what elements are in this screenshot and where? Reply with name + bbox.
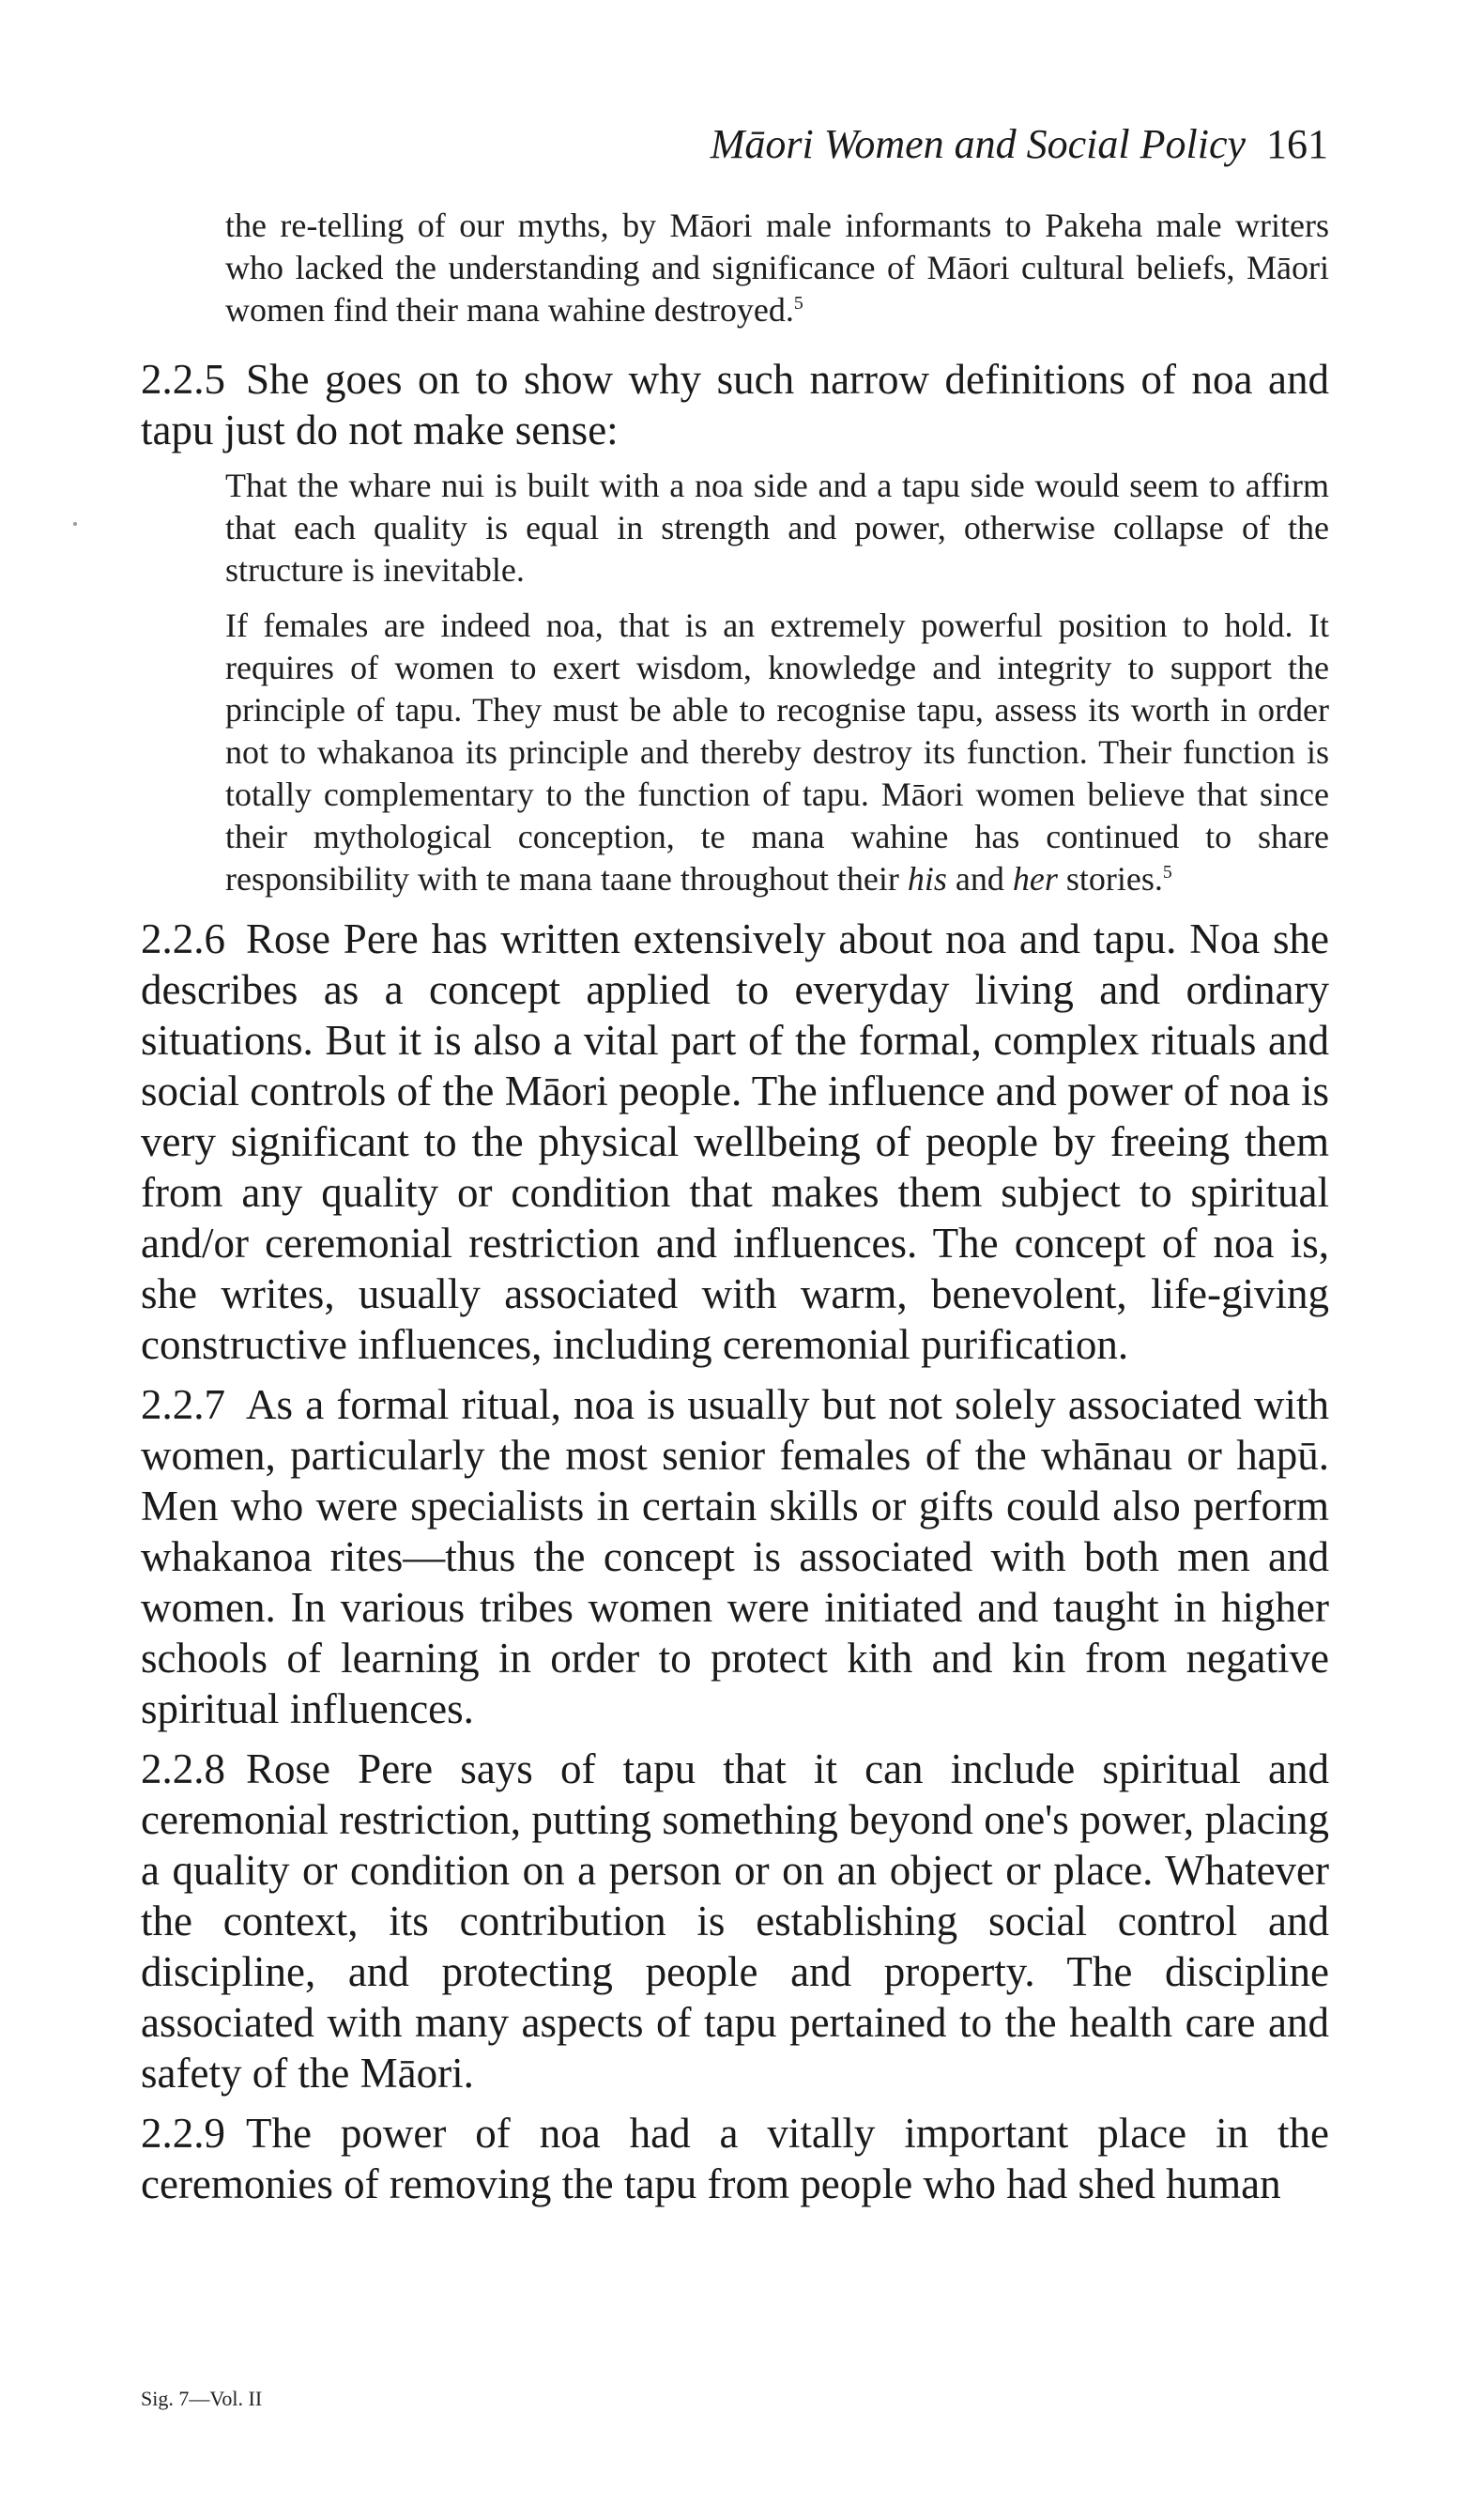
paragraph-2-2-9: 2.2.9 The power of noa had a vitally important place in the ceremonies of removing the tapu from people who had shed human <box>141 2110 1329 2207</box>
signature-mark: Sig. 7—Vol. II <box>141 2387 263 2410</box>
continuation-quote: the re-telling of our myths, by Māori male informants to Pakeha male writers who lacked the understanding and significance of Māori cultural beliefs, Māori women find their mana wahine destroyed.$^5$ <box>225 207 1329 329</box>
page-number: 161 <box>1266 121 1328 167</box>
paragraph-number: 2.2.8 <box>141 1745 225 1792</box>
running-title: Māori Women and Social Policy <box>710 121 1246 167</box>
paragraph-number: 2.2.6 <box>141 915 225 962</box>
margin-mark <box>73 522 77 526</box>
paragraph-number: 2.2.9 <box>141 2110 225 2157</box>
block-quote <box>141 465 1329 900</box>
paragraph-2-2-7: 2.2.7 As a formal ritual, noa is usually but not solely associated with women, particularly the most senior females of the whānau or hapū. Men who were specialists in certain skills or gifts could also perform whakanoa rites—thus the concept is associated with both men and women. In various tribes women were initiated and taught in higher schools of learning in order to protect kith and kin from negative spiritual influences. <box>141 1381 1329 1732</box>
paragraph-2-2-5: 2.2.5 She goes on to show why such narrow definitions of noa and tapu just do not make sense: <box>141 356 1329 453</box>
paragraph-number: 2.2.5 <box>141 356 225 403</box>
block-quote-paragraph-2: If females are indeed noa, that is an extremely powerful position to hold. It requires of women to exert wisdom, knowledge and integrity to support the principle of tapu. They must be able to recognise tapu, assess its worth in order not to whakanoa its principle and thereby destroy its function. Their function is totally complementary to the function of tapu. Māori women believe that since their mythological conception, te mana wahine has continued to share responsibility with te mana taane throughout their his and her stories.$^5$ <box>225 607 1329 898</box>
footnote-ref: 5 <box>793 293 803 314</box>
running-head <box>711 120 1328 168</box>
paragraph-2-2-6: 2.2.6 Rose Pere has written extensively about noa and tapu. Noa she describes as a concept applied to everyday living and ordinary situations. But it is also a vital part of the formal, complex rituals and social controls of the Māori people. The influence and power of noa is very significant to the physical wellbeing of people by freeing them from any quality or condition that makes them subject to spiritual and/or ceremonial restriction and influences. The concept of noa is, she writes, usually associated with warm, benevolent, life-giving constructive influences, including ceremonial purification. <box>141 915 1329 1368</box>
paragraph-2-2-8: 2.2.8 Rose Pere says of tapu that it can include spiritual and ceremonial restriction, putting something beyond one's power, placing a quality or condition on a person or on an object or place. Whatever the context, its contribution is establishing social control and discipline, and protecting people and property. The discipline associated with many aspects of tapu pertained to the health care and safety of the Māori. <box>141 1745 1329 2097</box>
paragraph-number: 2.2.7 <box>141 1381 225 1428</box>
footnote-ref: 5 <box>1162 862 1172 883</box>
block-quote-paragraph-1: That the whare nui is built with a noa side and a tapu side would seem to affirm that each quality is equal in strength and power, otherwise collapse of the structure is inevitable. <box>225 467 1329 589</box>
body-text <box>141 205 1329 2219</box>
